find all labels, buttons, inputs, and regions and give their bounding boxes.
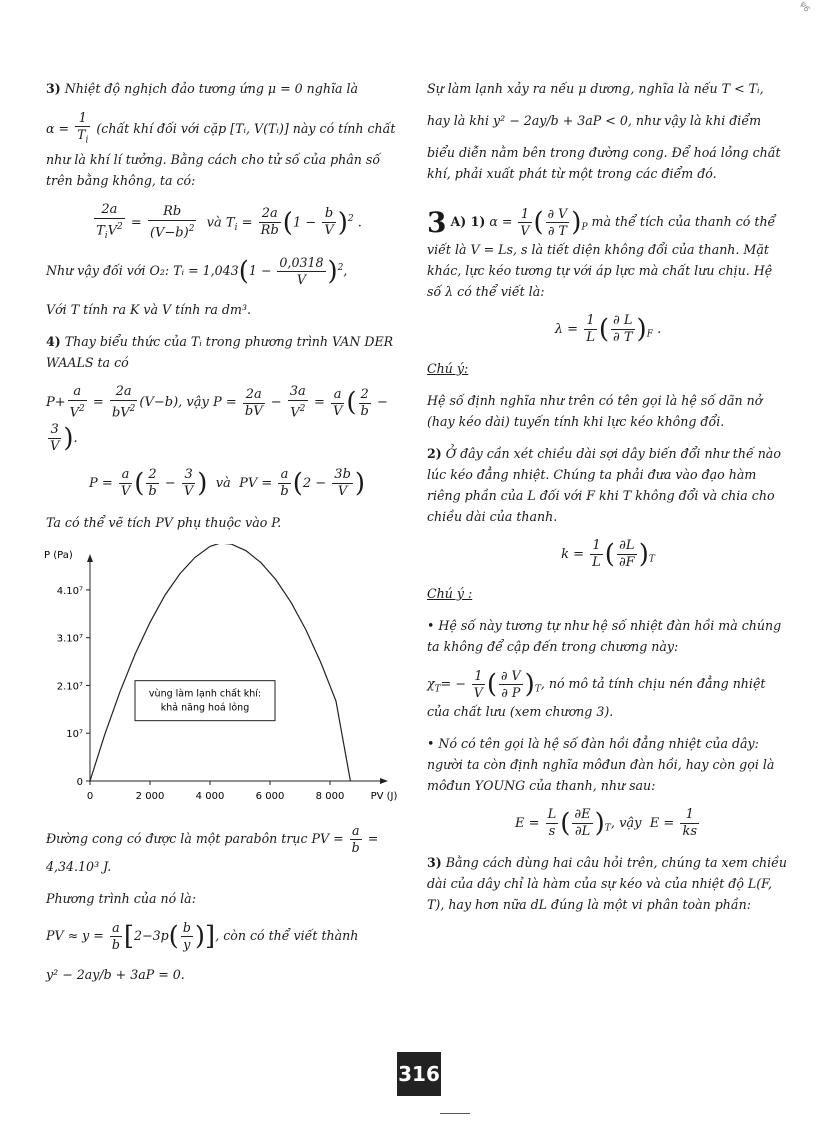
- pv-chart: [42, 544, 412, 809]
- section-number: 3): [46, 81, 61, 96]
- paragraph: hay là khi y² − 2ay/b + 3aP < 0, như vậy là khi điểm: [427, 113, 762, 128]
- equation-block: P+ $\frac{a}{V^2}$ = $\frac{2a}{bV^2}$ (V−b), vậy P = $\frac{2a}{bV}$ − $\frac{3a}{V^2}$ = $\frac{a}{V}$ ( $\frac{2}{b}$ − $\frac{3}{V}$ ).: [46, 384, 388, 454]
- equation: α =: [46, 120, 70, 136]
- x-tick-label: 8 000: [315, 790, 345, 802]
- note-label: Chú ý:: [427, 361, 469, 376]
- paragraph: Hệ số định nghĩa như trên có tên gọi là hệ số dãn nở (hay kéo dài) tuyến tính khi lực kéo không đổi.: [427, 393, 763, 429]
- paragraph: [46, 331, 408, 373]
- paragraph: Như vậy đối với O₂: Tᵢ = 1,043(1 − $\frac{0,0318}{V}$ )$^2$,: [46, 255, 348, 288]
- x-axis-arrow: [380, 778, 388, 784]
- equation-block: E = $\frac{L}{s}$ ( $\frac{\partial E}{\partial L}$ )$_T$, vậy E = $\frac{1}{ks}$: [514, 807, 698, 839]
- paragraph: Phương trình của nó là:: [46, 890, 196, 906]
- paragraph: [46, 110, 408, 191]
- paragraph: [46, 78, 408, 99]
- chart-svg: [42, 544, 412, 809]
- section-number: A) 1): [450, 214, 486, 229]
- text: Như vậy đối với O₂: Tᵢ = 1,043: [46, 263, 239, 279]
- equation-block: $\frac{2a}{T_iV^2}$ = $\frac{Rb}{(V-b)^2}$ và $T_i$ = $\frac{2a}{Rb}$ (1 − $\frac{b}{V}$ )$^2$ .: [96, 201, 362, 241]
- paragraph: Ta có thể vẽ tích PV phụ thuộc vào P.: [46, 514, 282, 530]
- paragraph: PV ≈ y = $\frac{a}{b}$ [2−3p( $\frac{b}{y}$ )], còn có thể viết thành: [46, 919, 359, 952]
- paragraph: Đường cong có được là một parabôn trục PV = $\frac{a}{b}$ = 4,34.10³ J.: [46, 822, 379, 874]
- section-number: 2): [427, 446, 442, 461]
- paragraph: 2) Ở đây cần xét chiều dài sợi dây biến đổi như thế nào lúc kéo đẳng nhiệt. Chúng ta phải đưa vào đạo hàm riêng phần của L đối với F khi T không đổi và chia cho chiều dài của thanh.: [427, 446, 781, 524]
- paragraph: Sự làm lạnh xảy ra nếu μ dương, nghĩa là nếu T < Tᵢ,: [427, 81, 764, 96]
- paragraph: 3 A) 1) α = $\frac{1}{V}$ ( $\frac{\partial V}{\partial T}$ )$_P$ mà thể tích của thanh có thể viết là V = Ls, s là tiết diện không đổi của thanh. Mặt khác, lực kéo tương tự với áp lực mà chất lưu chịu. Hệ số λ có thể viết là:: [427, 206, 776, 299]
- paragraph: Với T tính ra K và V tính ra dm³.: [46, 302, 251, 318]
- equation-block: P = $\frac{a}{V}$ ( $\frac{2}{b}$ − $\frac{3}{V}$ ) và PV = $\frac{a}{b}$ (2 − $\frac{3b}{V}$ ): [88, 466, 366, 499]
- page-number: 316: [397, 1052, 441, 1096]
- paragraph: • Hệ số này tương tự như hệ số nhiệt đàn hồi mà chúng ta không để cập đến trong chương này:: [427, 618, 782, 654]
- section-number: 3): [427, 855, 442, 870]
- corner-mark: ψ6: [798, 0, 812, 14]
- text: Thay biểu thức của Tᵢ trong phương trình VAN DER WAALS ta có: [46, 334, 394, 371]
- parabola-line: [90, 544, 350, 781]
- y-tick-label: 2.10⁷: [56, 681, 83, 693]
- paragraph: • Nó có tên gọi là hệ số đàn hồi đẳng nhiệt của dây: người ta còn định nghĩa môđun đàn hồi, hay còn gọi là môđun YOUNG của thanh, như sau:: [427, 736, 775, 793]
- y-tick-label: 10⁷: [66, 728, 83, 740]
- text: mà thể tích của thanh có thể viết là V = Ls, s là tiết diện không đổi của thanh. Mặt khác, lực kéo tương tự với áp lực mà chất lưu chịu. Hệ số λ có thể viết là:: [427, 214, 776, 299]
- x-tick-label: 4 000: [195, 790, 225, 802]
- paragraph: $\chi_T=$ − $\frac{1}{V}$ ( $\frac{\partial V}{\partial P}$ )$_T$, nó mô tả tính chịu nén đẳng nhiệt của chất lưu (xem chương 3).: [427, 668, 766, 719]
- paragraph: [427, 583, 789, 604]
- x-tick-label: 6 000: [255, 790, 285, 802]
- exercise-number: 3: [427, 206, 447, 239]
- paragraph: [427, 358, 789, 379]
- y-axis-arrow: [87, 554, 93, 562]
- text: Nhiệt độ nghịch đảo tương ứng μ = 0 nghĩa là: [64, 81, 359, 96]
- equation: y² − 2ay/b + 3aP = 0.: [46, 966, 185, 982]
- y-tick-label: 3.10⁷: [56, 633, 83, 645]
- y-tick-label: 4.10⁷: [56, 585, 83, 597]
- paragraph: 3) Bằng cách dùng hai câu hỏi trên, chúng ta xem chiều dài của dây chỉ là hàm của sự kéo và của nhiệt độ L(F, T), hay hơn nữa dL đúng là một vi phân toàn phần:: [427, 855, 788, 912]
- left-column: [46, 78, 408, 996]
- x-axis-label: PV (J): [370, 790, 398, 802]
- y-axis-label: P (Pa): [44, 549, 73, 561]
- note-label: Chú ý :: [427, 586, 473, 601]
- x-tick-label: 2 000: [135, 790, 165, 802]
- paragraph: biểu diễn nằm bên trong đường cong. Để hoá lỏng chất khí, phải xuất phát từ một trong các điểm đó.: [427, 145, 781, 181]
- annotation-line-1: vùng làm lạnh chất khí:: [148, 688, 262, 700]
- right-column: [427, 78, 789, 926]
- section-number: 4): [46, 334, 61, 350]
- annotation-box: [135, 680, 275, 720]
- equation-block: λ = $\frac{1}{L}$ ( $\frac{\partial L}{\partial T}$ )$_F$ .: [554, 313, 662, 345]
- x-tick-label: 0: [86, 790, 94, 802]
- fraction: $\frac{1}{T_i}$: [77, 110, 89, 146]
- y-tick-label: 0: [76, 776, 83, 788]
- footer-rule: [440, 1113, 470, 1114]
- equation-block: k = $\frac{1}{L}$ ( $\frac{\partial L}{\partial F}$ )$_T$: [561, 538, 655, 570]
- text: (chất khí đối với cặp [Tᵢ, V(Tᵢ)] này có tính chất như là khí lí tưởng. Bằng cách cho tử số của phân số trên bằng không, ta có:: [46, 120, 396, 188]
- annotation-line-2: khả năng hoá lỏng: [160, 702, 250, 714]
